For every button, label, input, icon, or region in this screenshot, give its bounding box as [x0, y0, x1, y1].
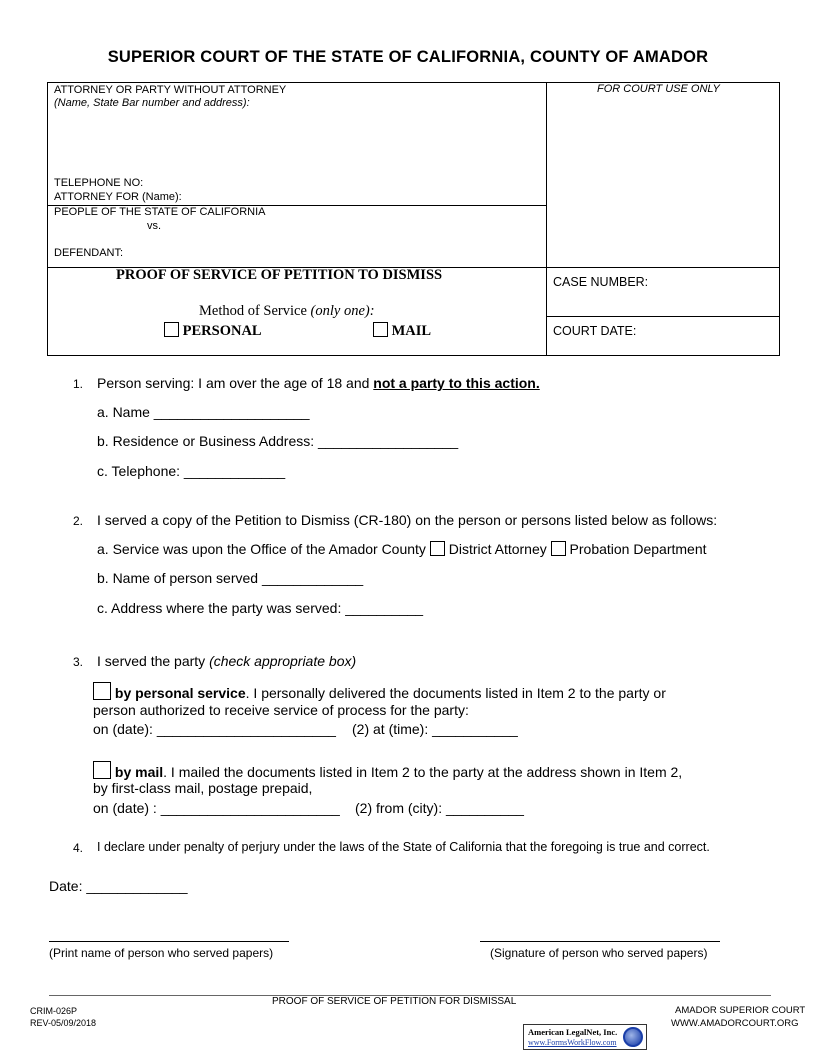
item-2a-prefix: a. Service was upon the Office of the Amador County — [97, 541, 426, 557]
caption-box — [47, 82, 780, 356]
footer-court: AMADOR SUPERIOR COURT — [675, 1005, 806, 1016]
item-1a-name[interactable]: a. Name ____________________ — [97, 404, 310, 420]
date-field[interactable]: Date: _____________ — [49, 878, 188, 894]
revision-date: REV-05/09/2018 — [30, 1018, 97, 1028]
item-1-text — [97, 375, 540, 391]
personal-service-line1 — [93, 682, 666, 701]
item-1c-telephone[interactable]: c. Telephone: _____________ — [97, 463, 286, 479]
case-number-label: CASE NUMBER: — [553, 275, 649, 289]
item-3-lead: I served the party — [97, 653, 210, 669]
form-number: CRIM-026P — [30, 1006, 78, 1016]
mail-service-checkbox[interactable] — [93, 761, 111, 779]
footer-center-title: PROOF OF SERVICE OF PETITION FOR DISMISSAL — [272, 996, 517, 1007]
method-note: (only one): — [310, 303, 375, 319]
probation-department-label: Probation Department — [569, 541, 707, 557]
probation-department-checkbox[interactable] — [551, 541, 566, 556]
item-1b-address[interactable]: b. Residence or Business Address: __________________ — [97, 433, 459, 449]
court-date-label: COURT DATE: — [553, 324, 637, 338]
mail-service-date[interactable]: on (date) : _______________________ — [93, 800, 340, 816]
personal-service-time[interactable]: (2) at (time): ___________ — [352, 721, 518, 737]
mail-service-bold: by mail — [114, 764, 164, 780]
legalnet-logo[interactable] — [523, 1024, 647, 1050]
page-title: SUPERIOR COURT OF THE STATE OF CALIFORNIA, COUNTY OF AMADOR — [107, 48, 709, 66]
district-attorney-label: District Attorney — [448, 541, 547, 557]
personal-checkbox[interactable] — [164, 322, 179, 337]
caption-divider — [546, 316, 780, 317]
item-2c-address-served[interactable]: c. Address where the party was served: __________ — [97, 600, 424, 616]
personal-service-text: . I personally delivered the documents listed in Item 2 to the party or — [245, 685, 666, 701]
people-label: PEOPLE OF THE STATE OF CALIFORNIA — [54, 206, 266, 218]
item-2a — [97, 541, 707, 557]
attorney-sublabel: (Name, State Bar number and address): — [54, 97, 250, 109]
caption-divider — [546, 82, 547, 356]
signature-caption: (Signature of person who served papers) — [490, 946, 708, 960]
personal-service-date[interactable]: on (date): _______________________ — [93, 721, 336, 737]
item-1-lead: Person serving: I am over the age of 18 and — [97, 375, 374, 391]
vs-label: vs. — [147, 220, 162, 232]
logo-url[interactable]: www.FormsWorkFlow.com — [528, 1038, 617, 1047]
item-4-text: I declare under penalty of perjury under the laws of the State of California that the foregoing is true and correct. — [97, 840, 710, 854]
mail-option[interactable] — [373, 322, 431, 340]
item-3-number: 3. — [73, 655, 84, 669]
item-1-number: 1. — [73, 377, 84, 391]
defendant-label: DEFENDANT: — [54, 247, 124, 259]
item-3-text — [97, 653, 356, 669]
personal-service-checkbox[interactable] — [93, 682, 111, 700]
personal-label: PERSONAL — [182, 323, 262, 339]
item-1-emphasis: not a party to this action. — [373, 375, 540, 391]
district-attorney-checkbox[interactable] — [430, 541, 445, 556]
attorney-for-label: ATTORNEY FOR (Name): — [54, 191, 182, 203]
item-3-note: (check appropriate box) — [209, 653, 357, 669]
attorney-label: ATTORNEY OR PARTY WITHOUT ATTORNEY — [54, 84, 287, 96]
item-4-number: 4. — [73, 841, 84, 855]
mail-service-line1 — [93, 761, 682, 780]
mail-service-text: . I mailed the documents listed in Item 2 to the party at the address shown in Item 2, — [163, 764, 683, 780]
method-of-service — [199, 303, 375, 320]
personal-option[interactable] — [164, 322, 262, 340]
print-name-caption: (Print name of person who served papers) — [49, 946, 274, 960]
form-title: PROOF OF SERVICE OF PETITION TO DISMISS — [116, 267, 443, 283]
item-2-number: 2. — [73, 514, 84, 528]
mail-service-line2: by first-class mail, postage prepaid, — [93, 780, 313, 796]
signature-line[interactable] — [480, 941, 720, 942]
personal-service-bold: by personal service — [114, 685, 246, 701]
telephone-label: TELEPHONE NO: — [54, 177, 144, 189]
court-use-label: FOR COURT USE ONLY — [597, 83, 720, 95]
print-name-line[interactable] — [49, 941, 289, 942]
mail-checkbox[interactable] — [373, 322, 388, 337]
personal-service-line2: person authorized to receive service of process for the party: — [93, 702, 469, 718]
method-label: Method of Service — [199, 303, 307, 319]
footer-website: WWW.AMADORCOURT.ORG — [671, 1018, 799, 1029]
logo-company: American LegalNet, Inc. — [528, 1027, 618, 1037]
mail-service-city[interactable]: (2) from (city): __________ — [355, 800, 524, 816]
item-2-text: I served a copy of the Petition to Dismiss (CR-180) on the person or persons listed below as follows: — [97, 512, 718, 528]
mail-label: MAIL — [391, 323, 432, 339]
item-2b-name-served[interactable]: b. Name of person served _____________ — [97, 570, 364, 586]
globe-icon — [623, 1027, 643, 1047]
